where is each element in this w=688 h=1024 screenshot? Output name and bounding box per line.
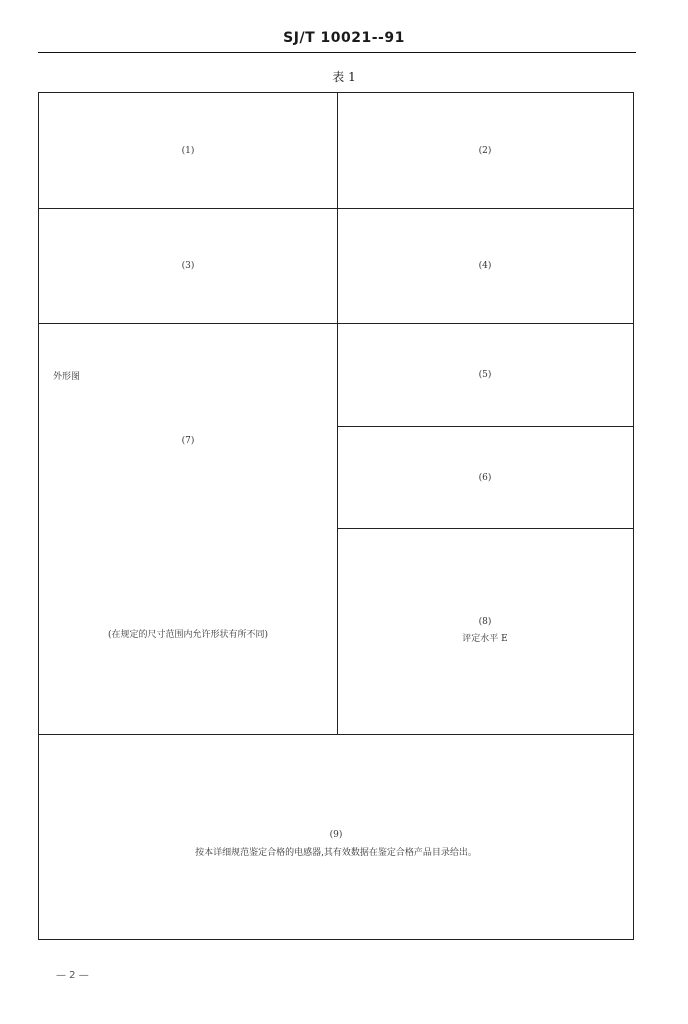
row-divider-right-2 bbox=[337, 528, 633, 529]
cell-2: (2) bbox=[478, 146, 492, 156]
cell-7-note: (在规定的尺寸范围内允许形状有所不同) bbox=[107, 630, 269, 640]
cell-7: (7) bbox=[181, 436, 195, 446]
cell-4: (4) bbox=[478, 261, 492, 271]
cell-1: (1) bbox=[181, 146, 195, 156]
spec-table bbox=[38, 92, 634, 940]
cell-8: (8) bbox=[478, 617, 492, 627]
outline-drawing-label: 外形图 bbox=[53, 372, 81, 382]
page-number: — 2 — bbox=[56, 970, 89, 981]
table-title: 表 1 bbox=[332, 70, 356, 84]
header-rule bbox=[38, 52, 636, 53]
cell-9-note: 按本详细规范鉴定合格的电感器,其有效数据在鉴定合格产品目录给出。 bbox=[195, 848, 477, 858]
cell-5: (5) bbox=[478, 370, 492, 380]
row-divider-2 bbox=[39, 323, 633, 324]
row-divider-right-1 bbox=[337, 426, 633, 427]
cell-3: (3) bbox=[181, 261, 195, 271]
row-divider-1 bbox=[39, 208, 633, 209]
standard-code-header: SJ/T 10021--91 bbox=[283, 30, 405, 46]
cell-6: (6) bbox=[478, 473, 492, 483]
assessment-level: 评定水平 E bbox=[462, 634, 508, 644]
cell-9: (9) bbox=[329, 830, 343, 840]
row-divider-3 bbox=[39, 734, 633, 735]
